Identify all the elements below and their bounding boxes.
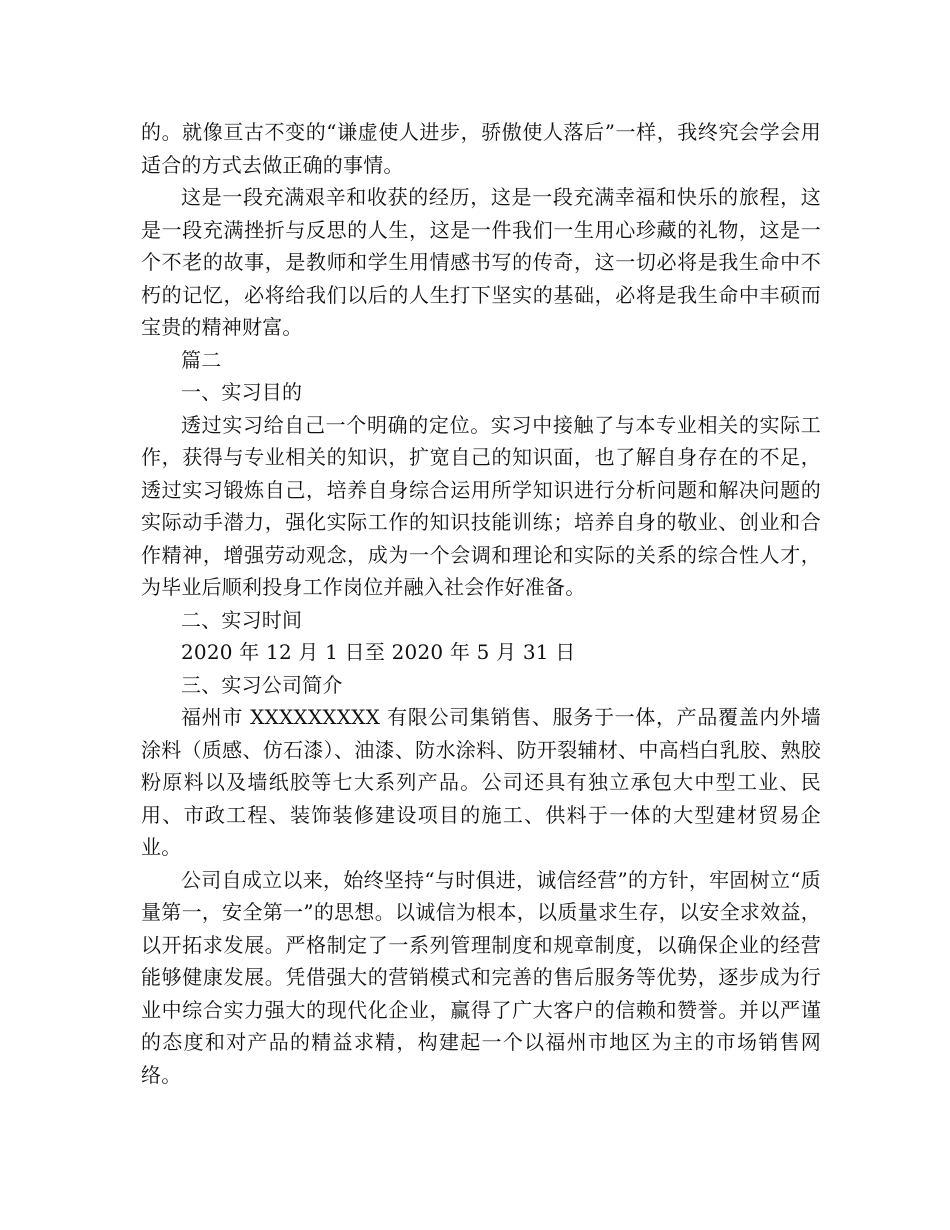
paragraph-internship-purpose: 透过实习给自己一个明确的定位。实习中接触了与本专业相关的实际工作，获得与专业相关的知识，扩宽自己的知识面，也了解自身存在的不足，透过实习锻炼自己，培养自身综合运用所学知识进行分析问题和解决问题的实际动手潜力，强化实际工作的知识技能训练；培养自身的敬业、创业和合作精神，增强劳动观念，成为一个会调和理论和实际的关系的综合性人才，为毕业后顺利投身工作岗位并融入社会作好准备。 [141, 412, 821, 599]
document-body [141, 116, 821, 1091]
internship-date-range: 2020 年 12 月 1 日至 2020 年 5 月 31 日 [181, 640, 576, 664]
paragraph-company-development: 公司自成立以来，始终坚持“与时俱进，诚信经营”的方针，牢固树立“质量第一，安全第一”的思想。以诚信为根本，以质量求生存，以安全求效益，以开拓求发展。严格制定了一系列管理制度和规章制度，以确保企业的经营能够健康发展。凭借强大的营销模式和完善的售后服务等优势，逐步成为行业中综合实力强大的现代化企业，赢得了广大客户的信赖和赞誉。并以严谨的态度和对产品的精益求精，构建起一个以福州市地区为主的市场销售网络。 [141, 867, 821, 1087]
heading-company-profile: 三、实习公司简介 [181, 672, 343, 697]
paragraph-experience: 这是一段充满艰辛和收获的经历，这是一段充满幸福和快乐的旅程，这是一段充满挫折与反思的人生，这是一件我们一生用心珍藏的礼物，这是一个不老的故事，是教师和学生用情感书写的传奇，这一切必将是我生命中不朽的记忆，必将给我们以后的人生打下坚实的基础，必将是我生命中丰硕而宝贵的精神财富。 [141, 185, 821, 339]
paragraph-continuation: 的。就像亘古不变的“谦虚使人进步，骄傲使人落后”一样，我终究会学会用适合的方式去做正确的事情。 [141, 120, 821, 177]
section-title-part-two: 篇二 [181, 347, 222, 372]
heading-internship-purpose: 一、实习目的 [181, 380, 303, 404]
heading-internship-time: 二、实习时间 [181, 607, 303, 632]
paragraph-company-profile: 福州市 XXXXXXXXX 有限公司集销售、服务于一体，产品覆盖内外墙涂料（质感、仿石漆）、油漆、防水涂料、防开裂辅材、中高档白乳胶、熟胶粉原料以及墙纸胶等七大系列产品。公司还具有独立承包大中型工业、民用、市政工程、装饰装修建设项目的施工、供料于一体的大型建材贸易企业。 [141, 705, 821, 859]
